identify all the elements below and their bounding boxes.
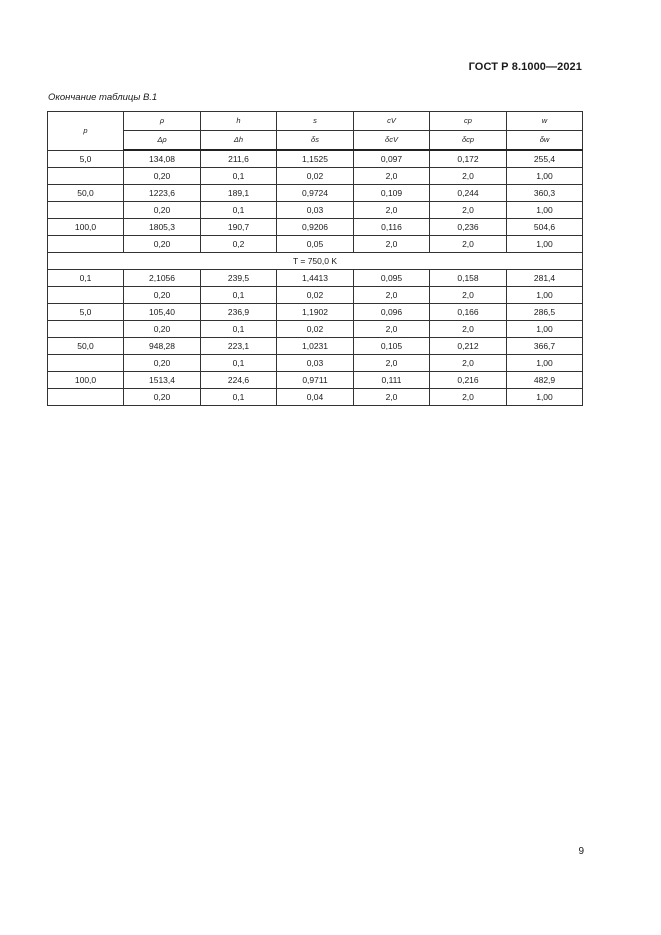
pressure-cell: 5,0 [48, 304, 124, 321]
table-row [48, 389, 583, 406]
header-entropy: s [277, 112, 354, 131]
error-cell: 0,20 [124, 355, 201, 372]
error-cell: 1,00 [507, 236, 583, 253]
pressure-cell: 5,0 [48, 150, 124, 168]
value-cell: 134,08 [124, 150, 201, 168]
error-cell: 2,0 [354, 236, 430, 253]
error-cell: 0,03 [277, 202, 354, 219]
error-cell: 0,20 [124, 236, 201, 253]
error-cell: 2,0 [354, 321, 430, 338]
table-row [48, 355, 583, 372]
error-cell: 0,04 [277, 389, 354, 406]
temperature-label: T = 750,0 K [48, 253, 583, 270]
error-cell: 2,0 [430, 355, 507, 372]
error-cell: 2,0 [430, 287, 507, 304]
error-cell: 0,20 [124, 321, 201, 338]
error-cell: 1,00 [507, 287, 583, 304]
properties-table [47, 111, 583, 406]
header-entropy-error: δs [277, 131, 354, 151]
value-cell: 1,4413 [277, 270, 354, 287]
error-cell: 1,00 [507, 168, 583, 185]
error-cell: 1,00 [507, 389, 583, 406]
empty-cell [48, 321, 124, 338]
pressure-cell: 100,0 [48, 219, 124, 236]
value-cell: 482,9 [507, 372, 583, 389]
value-cell: 360,3 [507, 185, 583, 202]
table-row [48, 219, 583, 236]
error-cell: 2,0 [354, 168, 430, 185]
value-cell: 0,244 [430, 185, 507, 202]
error-cell: 0,02 [277, 168, 354, 185]
error-cell: 0,1 [201, 287, 277, 304]
value-cell: 281,4 [507, 270, 583, 287]
value-cell: 0,109 [354, 185, 430, 202]
empty-cell [48, 287, 124, 304]
error-cell: 0,20 [124, 389, 201, 406]
error-cell: 0,1 [201, 202, 277, 219]
value-cell: 0,097 [354, 150, 430, 168]
error-cell: 0,2 [201, 236, 277, 253]
error-cell: 1,00 [507, 355, 583, 372]
document-code: ГОСТ Р 8.1000—2021 [468, 61, 582, 73]
empty-cell [48, 168, 124, 185]
error-cell: 0,1 [201, 321, 277, 338]
error-cell: 0,1 [201, 168, 277, 185]
value-cell: 1513,4 [124, 372, 201, 389]
value-cell: 189,1 [201, 185, 277, 202]
value-cell: 948,28 [124, 338, 201, 355]
error-cell: 2,0 [354, 287, 430, 304]
error-cell: 0,1 [201, 355, 277, 372]
error-cell: 2,0 [354, 355, 430, 372]
value-cell: 1,1525 [277, 150, 354, 168]
empty-cell [48, 389, 124, 406]
error-cell: 0,20 [124, 168, 201, 185]
value-cell: 0,9724 [277, 185, 354, 202]
empty-cell [48, 355, 124, 372]
table-row [48, 202, 583, 219]
error-cell: 2,0 [354, 389, 430, 406]
value-cell: 224,6 [201, 372, 277, 389]
value-cell: 211,6 [201, 150, 277, 168]
header-p: p [48, 112, 124, 151]
empty-cell [48, 236, 124, 253]
header-row-top [48, 112, 583, 131]
error-cell: 2,0 [354, 202, 430, 219]
value-cell: 0,166 [430, 304, 507, 321]
header-row-bottom [48, 131, 583, 151]
table-row [48, 338, 583, 355]
value-cell: 223,1 [201, 338, 277, 355]
value-cell: 0,236 [430, 219, 507, 236]
table-row [48, 185, 583, 202]
table-row [48, 270, 583, 287]
table-caption: Окончание таблицы В.1 [48, 92, 158, 103]
error-cell: 0,02 [277, 321, 354, 338]
empty-cell [48, 202, 124, 219]
pressure-cell: 50,0 [48, 338, 124, 355]
header-sound-speed-error: δw [507, 131, 583, 151]
header-cv-error: δcV [354, 131, 430, 151]
table-row [48, 287, 583, 304]
value-cell: 0,216 [430, 372, 507, 389]
pressure-cell: 0,1 [48, 270, 124, 287]
value-cell: 0,111 [354, 372, 430, 389]
error-cell: 0,03 [277, 355, 354, 372]
error-cell: 0,1 [201, 389, 277, 406]
value-cell: 286,5 [507, 304, 583, 321]
header-density-error: Δρ [124, 131, 201, 151]
error-cell: 0,20 [124, 202, 201, 219]
value-cell: 0,9206 [277, 219, 354, 236]
pressure-cell: 50,0 [48, 185, 124, 202]
error-cell: 0,20 [124, 287, 201, 304]
value-cell: 105,40 [124, 304, 201, 321]
error-cell: 0,02 [277, 287, 354, 304]
value-cell: 1223,6 [124, 185, 201, 202]
table-row [48, 150, 583, 168]
value-cell: 0,172 [430, 150, 507, 168]
value-cell: 1805,3 [124, 219, 201, 236]
error-cell: 0,05 [277, 236, 354, 253]
value-cell: 1,1902 [277, 304, 354, 321]
value-cell: 366,7 [507, 338, 583, 355]
error-cell: 2,0 [430, 168, 507, 185]
header-density: ρ [124, 112, 201, 131]
header-cv: cV [354, 112, 430, 131]
error-cell: 2,0 [430, 236, 507, 253]
value-cell: 190,7 [201, 219, 277, 236]
error-cell: 1,00 [507, 321, 583, 338]
value-cell: 0,105 [354, 338, 430, 355]
value-cell: 2,1056 [124, 270, 201, 287]
value-cell: 0,095 [354, 270, 430, 287]
error-cell: 2,0 [430, 321, 507, 338]
value-cell: 0,116 [354, 219, 430, 236]
value-cell: 0,096 [354, 304, 430, 321]
value-cell: 0,9711 [277, 372, 354, 389]
table-row [48, 168, 583, 185]
value-cell: 239,5 [201, 270, 277, 287]
value-cell: 0,212 [430, 338, 507, 355]
value-cell: 236,9 [201, 304, 277, 321]
value-cell: 0,158 [430, 270, 507, 287]
table-row [48, 236, 583, 253]
header-sound-speed: w [507, 112, 583, 131]
page-number: 9 [578, 846, 584, 857]
table-row [48, 372, 583, 389]
error-cell: 1,00 [507, 202, 583, 219]
error-cell: 2,0 [430, 389, 507, 406]
header-cp: cp [430, 112, 507, 131]
header-cp-error: δcp [430, 131, 507, 151]
value-cell: 504,6 [507, 219, 583, 236]
pressure-cell: 100,0 [48, 372, 124, 389]
error-cell: 2,0 [430, 202, 507, 219]
table-row [48, 321, 583, 338]
value-cell: 255,4 [507, 150, 583, 168]
value-cell: 1,0231 [277, 338, 354, 355]
header-enthalpy-error: Δh [201, 131, 277, 151]
section-row [48, 253, 583, 270]
table-row [48, 304, 583, 321]
header-enthalpy: h [201, 112, 277, 131]
